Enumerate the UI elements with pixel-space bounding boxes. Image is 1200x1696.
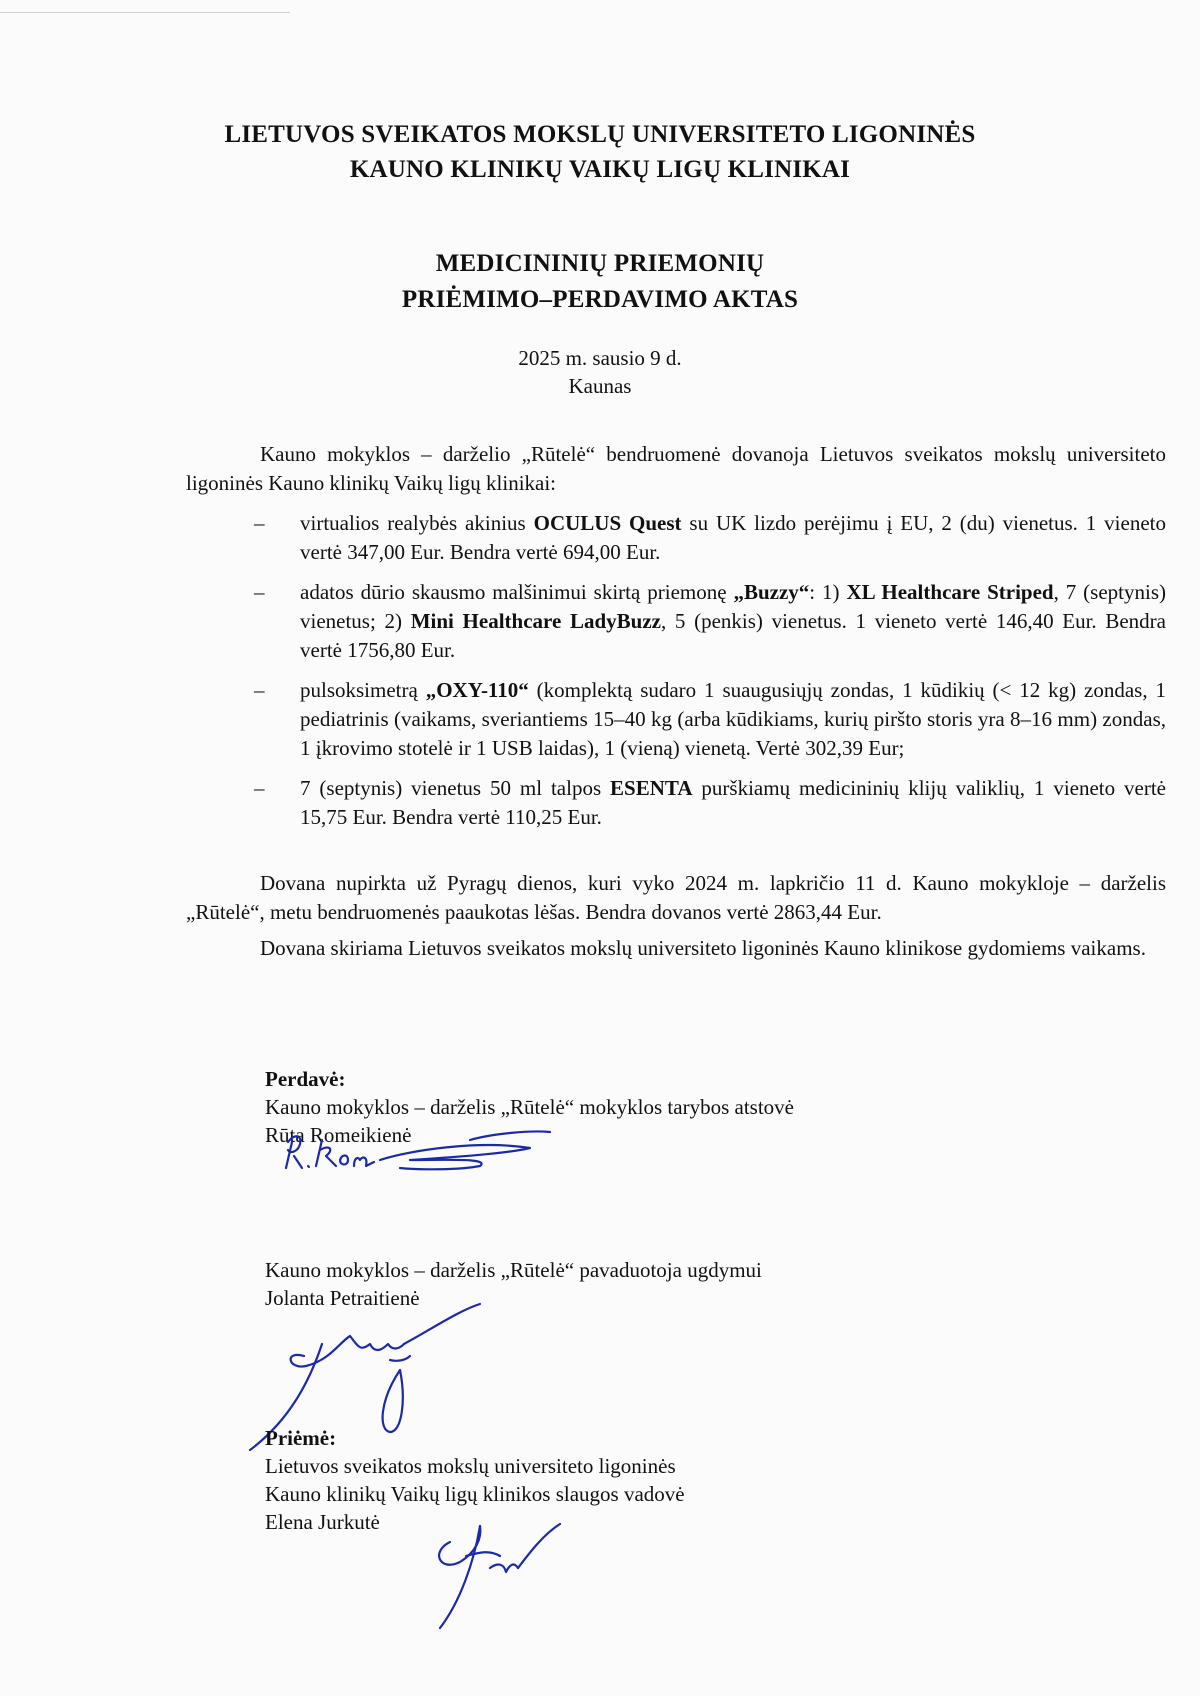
received-label: Priėmė: bbox=[265, 1426, 337, 1450]
received-name: Elena Jurkutė bbox=[265, 1510, 380, 1534]
item-text: virtualios realybės akinius bbox=[300, 511, 534, 535]
item-text: , 7 (septynis) vienetus; 2) bbox=[300, 580, 1166, 633]
item-text: su UK lizdo perėjimu į EU, 2 (du) vienetus. 1 vieneto vertė 347,00 Eur. Bendra vertė 694,00 Eur. bbox=[300, 511, 1166, 564]
received-org-line-2: Kauno klinikų Vaikų ligų klinikos slaugos vadovė bbox=[265, 1482, 685, 1506]
handed-over-role: Kauno mokyklos – darželis „Rūtelė“ mokyklos tarybos atstovė bbox=[265, 1095, 794, 1119]
item-text: , 5 (penkis) vienetus. 1 vieneto vertė 146,40 Eur. Bendra vertė 1756,80 Eur. bbox=[300, 609, 1166, 662]
scan-edge-line bbox=[0, 12, 290, 13]
item-text: 7 (septynis) vienetus 50 ml talpos bbox=[300, 776, 611, 800]
item-text: pulsoksimetrą bbox=[300, 678, 426, 702]
document-date: 2025 m. sausio 9 d. bbox=[518, 346, 682, 370]
donation-purpose-paragraph: Dovana skiriama Lietuvos sveikatos mokslų universiteto ligoninės Kauno klinikose gydomiems vaikams. bbox=[260, 936, 1146, 960]
item-bold: ESENTA bbox=[610, 776, 693, 800]
addressee-line-2: KAUNO KLINIKŲ VAIKŲ LIGŲ KLINIKAI bbox=[349, 156, 851, 183]
items-list bbox=[254, 509, 1166, 843]
received-org-line-1: Lietuvos sveikatos mokslų universiteto ligoninės bbox=[265, 1454, 676, 1478]
intro-paragraph: Kauno mokyklos – darželio „Rūtelė“ bendruomenė dovanoja Lietuvos sveikatos mokslų universiteto ligoninės Kauno klinikų Vaikų ligų klinikai: bbox=[186, 442, 1166, 495]
list-item bbox=[254, 509, 1166, 567]
item-bold: OCULUS Quest bbox=[533, 511, 682, 535]
handed-over-label: Perdavė: bbox=[265, 1067, 346, 1091]
item-bold: „Buzzy“ bbox=[733, 580, 810, 604]
document-title-line-2: PRIĖMIMO–PERDAVIMO AKTAS bbox=[401, 286, 799, 313]
list-item bbox=[254, 578, 1166, 665]
second-signatory-name: Jolanta Petraitienė bbox=[265, 1286, 420, 1310]
item-text: : 1) bbox=[809, 580, 847, 604]
addressee-line-1: LIETUVOS SVEIKATOS MOKSLŲ UNIVERSITETO LIGONINĖS bbox=[224, 121, 976, 148]
signature-jurkute bbox=[420, 1512, 580, 1632]
second-signatory-role: Kauno mokyklos – darželis „Rūtelė“ pavaduotoja ugdymui bbox=[265, 1258, 762, 1282]
item-text: adatos dūrio skausmo malšinimui skirtą priemonę bbox=[300, 580, 734, 604]
item-bold: Mini Healthcare LadyBuzz bbox=[410, 609, 661, 633]
item-bold: XL Healthcare Striped bbox=[846, 580, 1054, 604]
item-text: purškiamų medicininių klijų valiklių, 1 vieneto vertė 15,75 Eur. Bendra vertė 110,25 Eur. bbox=[300, 776, 1166, 829]
signature-romeikiene bbox=[280, 1120, 550, 1180]
list-item bbox=[254, 676, 1166, 763]
list-item bbox=[254, 774, 1166, 832]
handed-over-name: Rūta Romeikienė bbox=[265, 1123, 412, 1147]
item-text: (komplektą sudaro 1 suaugusiųjų zondas, 1 kūdikių (< 12 kg) zondas, 1 pediatrinis (vaikams, sveriantiems 15–40 kg (arba kūdikiams, kurių piršto storis yra 8–16 mm) zondas, 1 įkrovimo stotelė ir 1 USB laidas), 1 (vieną) vienetą. Vertė 302,39 Eur; bbox=[300, 678, 1166, 760]
document-place: Kaunas bbox=[568, 374, 632, 398]
donation-source-paragraph: Dovana nupirkta už Pyragų dienos, kuri vyko 2024 m. lapkričio 11 d. Kauno mokykloje – darželis „Rūtelė“, metu bendruomenės paaukotas lėšas. Bendra dovanos vertė 2863,44 Eur. bbox=[186, 871, 1166, 924]
item-bold: „OXY-110“ bbox=[425, 678, 529, 702]
document-title-line-1: MEDICININIŲ PRIEMONIŲ bbox=[435, 250, 765, 277]
